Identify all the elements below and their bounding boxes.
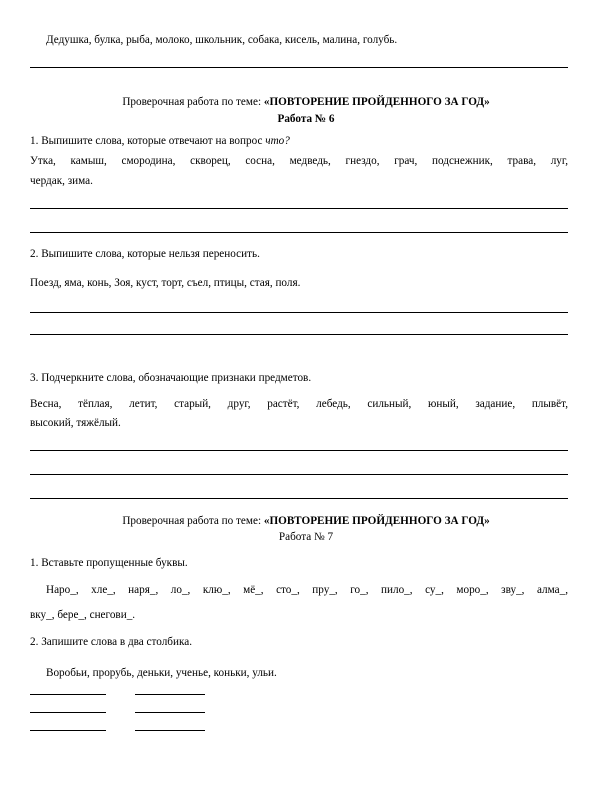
answer-line (30, 450, 568, 451)
work6-task3-words-line1: Весна, тёплая, летит, старый, друг, растёт, лебедь, сильный, юный, задание, плывёт, (30, 398, 568, 410)
work7-task1-question: 1. Вставьте пропущенные буквы. (30, 557, 188, 569)
column1-answer-line (30, 712, 106, 713)
work7-task2-words: Воробьи, прорубь, деньки, ученье, коньки, ульи. (46, 667, 277, 679)
work7-task1-words-line2: вку_, бере_, снегови_. (30, 609, 136, 621)
column2-answer-line (135, 694, 205, 695)
work7-task1-words-line1: Наро_, хле_, наря_, ло_, клю_, мё_, сто_, пру_, го_, пило_, су_, моро_, зву_, алма_, (46, 584, 568, 596)
top-words: Дедушка, булка, рыба, молоко, школьник, собака, кисель, малина, голубь. (46, 34, 398, 46)
work6-task1-question-prefix: 1. Выпишите слова, которые отвечают на вопрос (30, 135, 266, 147)
work7-number: Работа № 7 (278, 531, 334, 543)
column2-answer-line (135, 730, 205, 731)
work6-task1-words-line1: Утка, камыш, смородина, скворец, сосна, медведь, гнездо, грач, подснежник, трава, луг, (30, 155, 568, 167)
work6-heading-prefix: Проверочная работа по теме: (122, 96, 264, 108)
column1-answer-line (30, 694, 106, 695)
work7-heading-topic: «ПОВТОРЕНИЕ ПРОЙДЕННОГО ЗА ГОД» (263, 515, 490, 527)
column1-answer-line (30, 730, 106, 731)
work6-task1-question-word: что? (265, 135, 290, 147)
answer-line (30, 312, 568, 313)
answer-line (30, 232, 568, 233)
answer-line (30, 67, 568, 68)
column2-answer-line (135, 712, 205, 713)
work6-task2-question: 2. Выпишите слова, которые нельзя переносить. (30, 248, 260, 260)
answer-line (30, 208, 568, 209)
work6-heading-topic: «ПОВТОРЕНИЕ ПРОЙДЕННОГО ЗА ГОД» (263, 96, 490, 108)
work6-task1-question (30, 135, 290, 147)
work7-heading-prefix: Проверочная работа по теме: (122, 515, 264, 527)
answer-line (30, 498, 568, 499)
answer-line (30, 334, 568, 335)
work6-heading (0, 96, 612, 108)
work7-heading (0, 515, 612, 527)
work6-task3-words-line2: высокий, тяжёлый. (30, 417, 121, 429)
work7-task2-question: 2. Запишите слова в два столбика. (30, 636, 192, 648)
work6-task2-words: Поезд, яма, конь, Зоя, куст, торт, съел, птицы, стая, поля. (30, 277, 301, 289)
work6-number: Работа № 6 (277, 113, 335, 125)
work6-task1-words-line2: чердак, зима. (30, 175, 93, 187)
work6-task3-question: 3. Подчеркните слова, обозначающие признаки предметов. (30, 372, 312, 384)
answer-line (30, 474, 568, 475)
